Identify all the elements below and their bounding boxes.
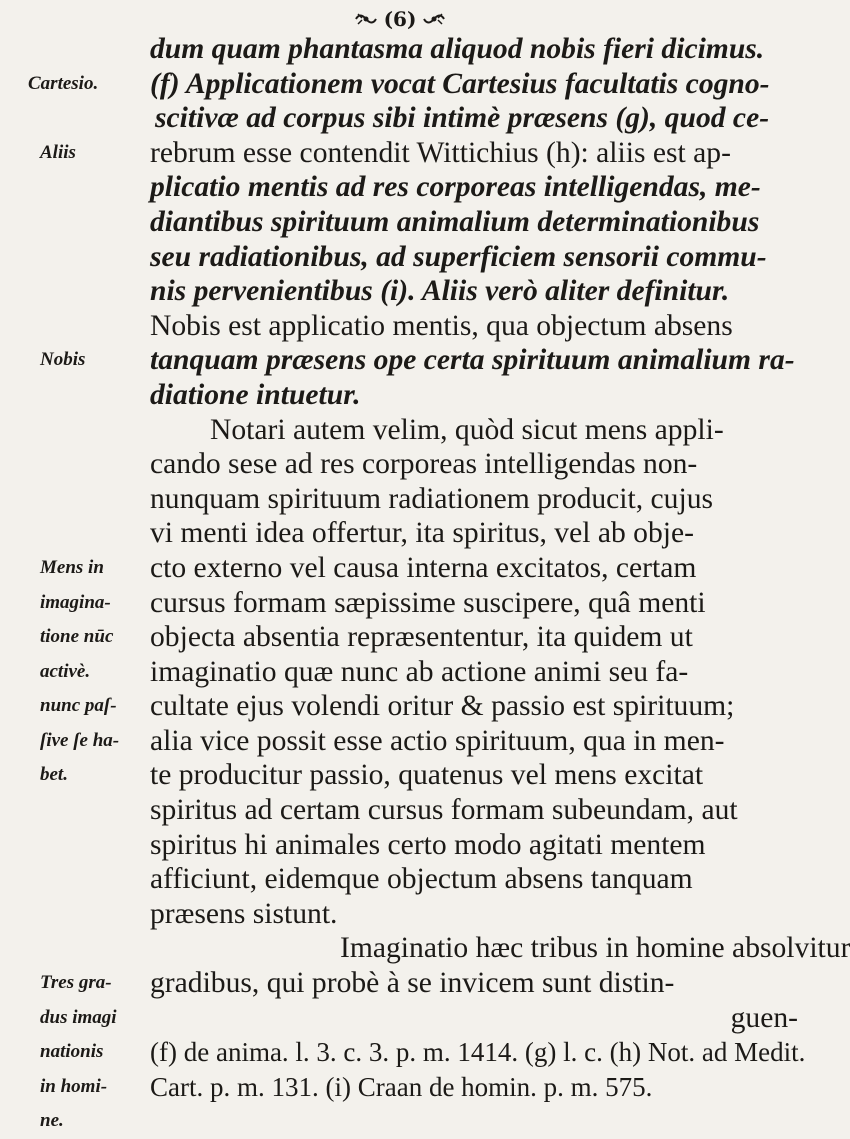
text-line: Nobis est applicatio mentis, qua objectum absens bbox=[150, 309, 733, 342]
text-line: alia vice possit esse actio spirituum, qua in men- bbox=[150, 724, 725, 757]
margin-note-ne: ne. bbox=[40, 1110, 64, 1132]
text-line: præsens sistunt. bbox=[150, 897, 338, 930]
margin-note-in-homi: in homi- bbox=[40, 1075, 108, 1097]
text-line: vi menti idea offertur, ita spiritus, vel ab obje- bbox=[150, 517, 694, 550]
text-line: spiritus hi animales certo modo agitati mentem bbox=[150, 828, 706, 861]
text-line: nunquam spirituum radiationem producit, cujus bbox=[150, 482, 714, 515]
footnote-line: (f) de anima. l. 3. c. 3. p. m. 1414. (g) l. c. (h) Not. ad Medit. bbox=[150, 1037, 806, 1068]
page-number: (6) bbox=[383, 7, 417, 31]
margin-note-bet: bet. bbox=[40, 764, 68, 786]
margin-note-mens-in: Mens in bbox=[40, 556, 104, 578]
text-line: rebrum esse contendit Wittichius (h): aliis est ap- bbox=[150, 136, 731, 169]
text-line: spiritus ad certam cursus formam subeundam, aut bbox=[150, 794, 738, 827]
footnote-line: Cart. p. m. 131. (i) Craan de homin. p. m. 575. bbox=[150, 1071, 653, 1102]
ornament-right-icon bbox=[422, 10, 446, 28]
margin-note-nobis: Nobis bbox=[40, 349, 86, 371]
text-line: diantibus spirituum animalium determinationibus bbox=[150, 205, 760, 238]
text-line: afficiunt, eidemque objectum absens tanquam bbox=[150, 863, 693, 896]
text-line: gradibus, qui probè à se invicem sunt distin- bbox=[150, 967, 675, 1000]
margin-note-dus-imagi: dus imagi bbox=[40, 1006, 117, 1028]
text-line: seu radiationibus, ad superficiem sensorii commu- bbox=[150, 240, 767, 273]
text-line: Imaginatio hæc tribus in homine absolvitur bbox=[340, 932, 850, 965]
ornament-left-icon bbox=[354, 10, 378, 28]
text-line: diatione intuetur. bbox=[150, 378, 361, 411]
margin-note-tres-gra: Tres gra- bbox=[40, 972, 112, 994]
margin-note-sive-se-ha: ſive ſe ha- bbox=[40, 729, 120, 751]
text-line: scitivæ ad corpus sibi intimè præsens (g), quod ce- bbox=[155, 102, 770, 135]
margin-notes bbox=[28, 32, 150, 1139]
text-line: tanquam præsens ope certa spirituum animalium ra- bbox=[150, 344, 795, 377]
page-header bbox=[0, 6, 800, 32]
text-line: plicatio mentis ad res corporeas intelligendas, me- bbox=[150, 171, 761, 204]
text-line: Notari autem velim, quòd sicut mens appli- bbox=[210, 413, 724, 446]
text-line: (f) Applicationem vocat Cartesius facultatis cogno- bbox=[150, 67, 770, 100]
margin-note-tione-nunc: tione nūc bbox=[40, 626, 114, 648]
margin-note-nunc-pas: nunc paſ- bbox=[40, 695, 117, 717]
margin-note-nationis: nationis bbox=[40, 1041, 104, 1063]
catchword: guen- bbox=[730, 1001, 798, 1034]
text-line: cto externo vel causa interna excitatos, certam bbox=[150, 551, 697, 584]
main-text bbox=[150, 32, 850, 1104]
text-line: te producitur passio, quatenus vel mens excitat bbox=[150, 759, 704, 792]
text-line: nis pervenientibus (i). Aliis verò aliter definitur. bbox=[150, 275, 730, 308]
text-line: objecta absentia repræsententur, ita quidem ut bbox=[150, 621, 693, 654]
text-line: dum quam phantasma aliquod nobis fieri dicimus. bbox=[150, 33, 765, 65]
margin-note-imagina: imagina- bbox=[40, 591, 111, 613]
text-line: cultate ejus volendi oritur & passio est spirituum; bbox=[150, 690, 735, 723]
margin-note-aliis: Aliis bbox=[40, 141, 76, 163]
margin-note-active: activè. bbox=[40, 660, 91, 682]
text-line: cursus formam sæpissime suscipere, quâ menti bbox=[150, 586, 706, 619]
text-line: cando sese ad res corporeas intelligendas non- bbox=[150, 448, 698, 481]
text-line: imaginatio quæ nunc ab actione animi seu fa- bbox=[150, 655, 689, 688]
margin-note-cartesio: Cartesio. bbox=[28, 72, 99, 94]
